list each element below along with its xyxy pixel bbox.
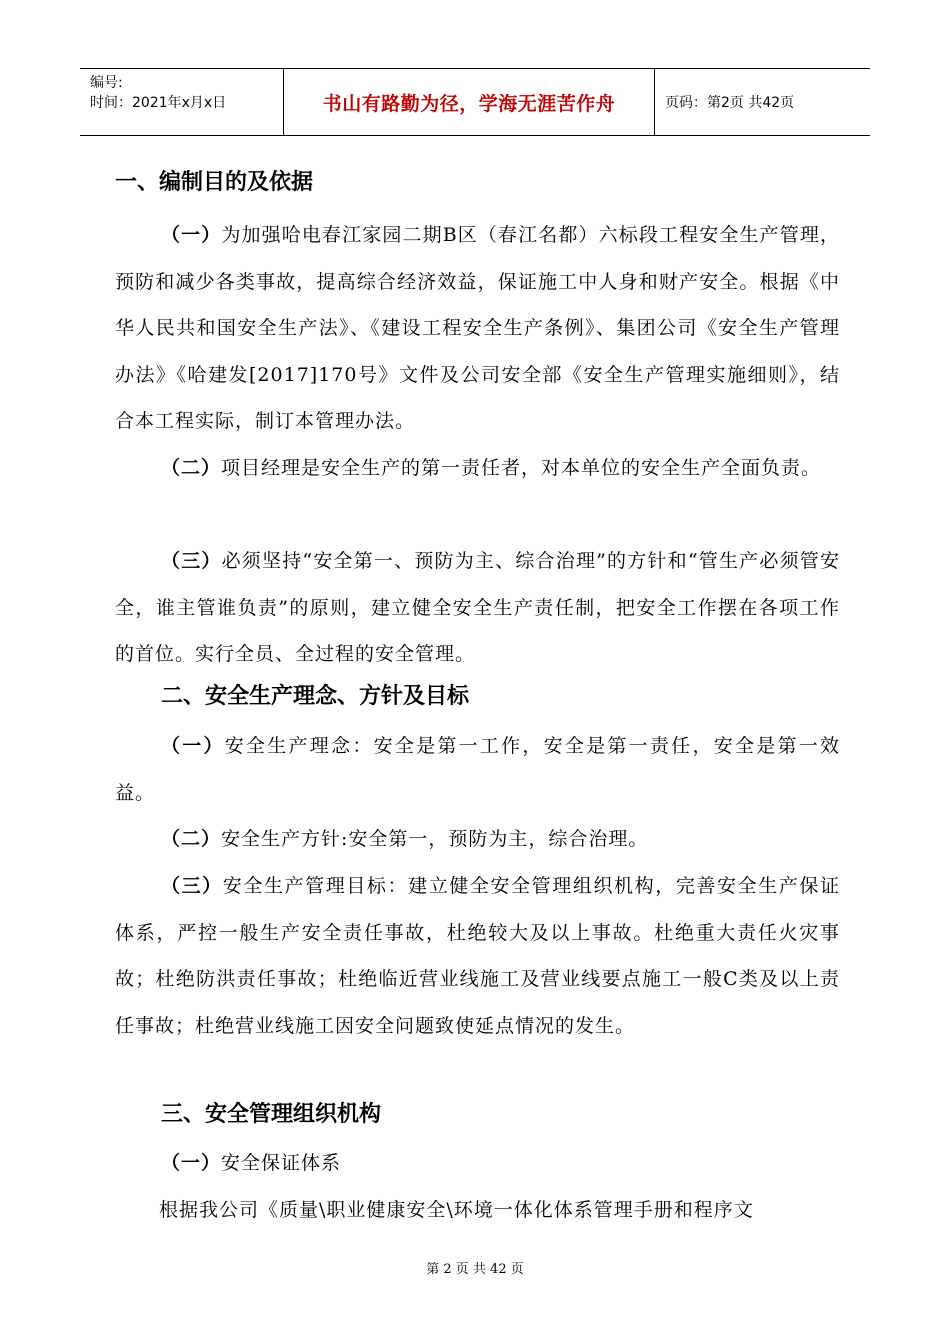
number-label: 编号:: [90, 75, 123, 91]
section-3-para-2: 根据我公司《质量\职业健康安全\环境一体化体系管理手册和程序文: [159, 1199, 754, 1221]
section-1-para-3: [115, 538, 840, 678]
para-text: 安全生产理念：安全是第一工作，安全是第一责任，安全是第一效益。: [115, 735, 840, 804]
header-meta: [80, 69, 283, 135]
header-page-info: 页码：第2页 共42页: [665, 95, 795, 111]
para-text: 为加强哈电春江家园二期B区（春江名都）六标段工程安全生产管理，预防和减少各类事故，提高综合经济效益，保证施工中人身和财产安全。根据《中华人民共和国安全生产法》、《建设工程安全生产条例》、集团公司《安全生产管理办法》《哈建发[2017]170号》文件及公司安全部《安全生产管理实施细则》，结合本工程实际，制订本管理办法。: [115, 224, 840, 432]
page-footer: 第 2 页 共 42 页: [426, 1262, 524, 1277]
time-label: 时间：2021年x月x日: [90, 95, 227, 111]
para-text: 安全生产方针:安全第一，预防为主，综合治理。: [221, 828, 649, 850]
para-number: （一）: [161, 735, 225, 757]
header-motto: 书山有路勤为径，学海无涯苦作舟: [283, 69, 655, 135]
section-1-para-1: [115, 212, 840, 445]
section-2-para-2: [115, 816, 840, 863]
para-number: （三）: [161, 550, 222, 572]
para-text: 项目经理是安全生产的第一责任者，对本单位的安全生产全面负责。: [221, 457, 822, 479]
para-text: 安全生产管理目标：建立健全安全管理组织机构，完善安全生产保证体系，严控一般生产安全责任事故，杜绝较大及以上事故。杜绝重大责任火灾事故；杜绝防洪责任事故；杜绝临近营业线施工及营业线要点施工一般C类及以上责任事故；杜绝营业线施工因安全问题致使延点情况的发生。: [115, 875, 840, 1037]
section-1-para-2: [115, 445, 840, 492]
para-text: 安全保证体系: [221, 1152, 342, 1174]
section-2-para-3: [115, 863, 840, 1049]
section-2-para-1: [115, 723, 840, 816]
para-number: （二）: [161, 457, 222, 479]
para-text: 必须坚持“安全第一、预防为主、综合治理”的方针和“管生产必须管安全，谁主管谁负责”的原则，建立健全安全生产责任制，把安全工作摆在各项工作的首位。实行全员、全过程的安全管理。: [115, 550, 840, 665]
para-number: （一）: [161, 224, 222, 246]
section-3-para-1: [115, 1140, 840, 1187]
para-number: （二）: [161, 828, 222, 850]
para-number: （三）: [161, 875, 223, 897]
para-number: （一）: [161, 1152, 222, 1174]
section-1-title: 一、编制目的及依据: [115, 170, 314, 195]
section-2-title: 二、安全生产理念、方针及目标: [161, 684, 470, 709]
section-3-title: 三、安全管理组织机构: [161, 1102, 382, 1127]
page-header: [80, 68, 870, 136]
